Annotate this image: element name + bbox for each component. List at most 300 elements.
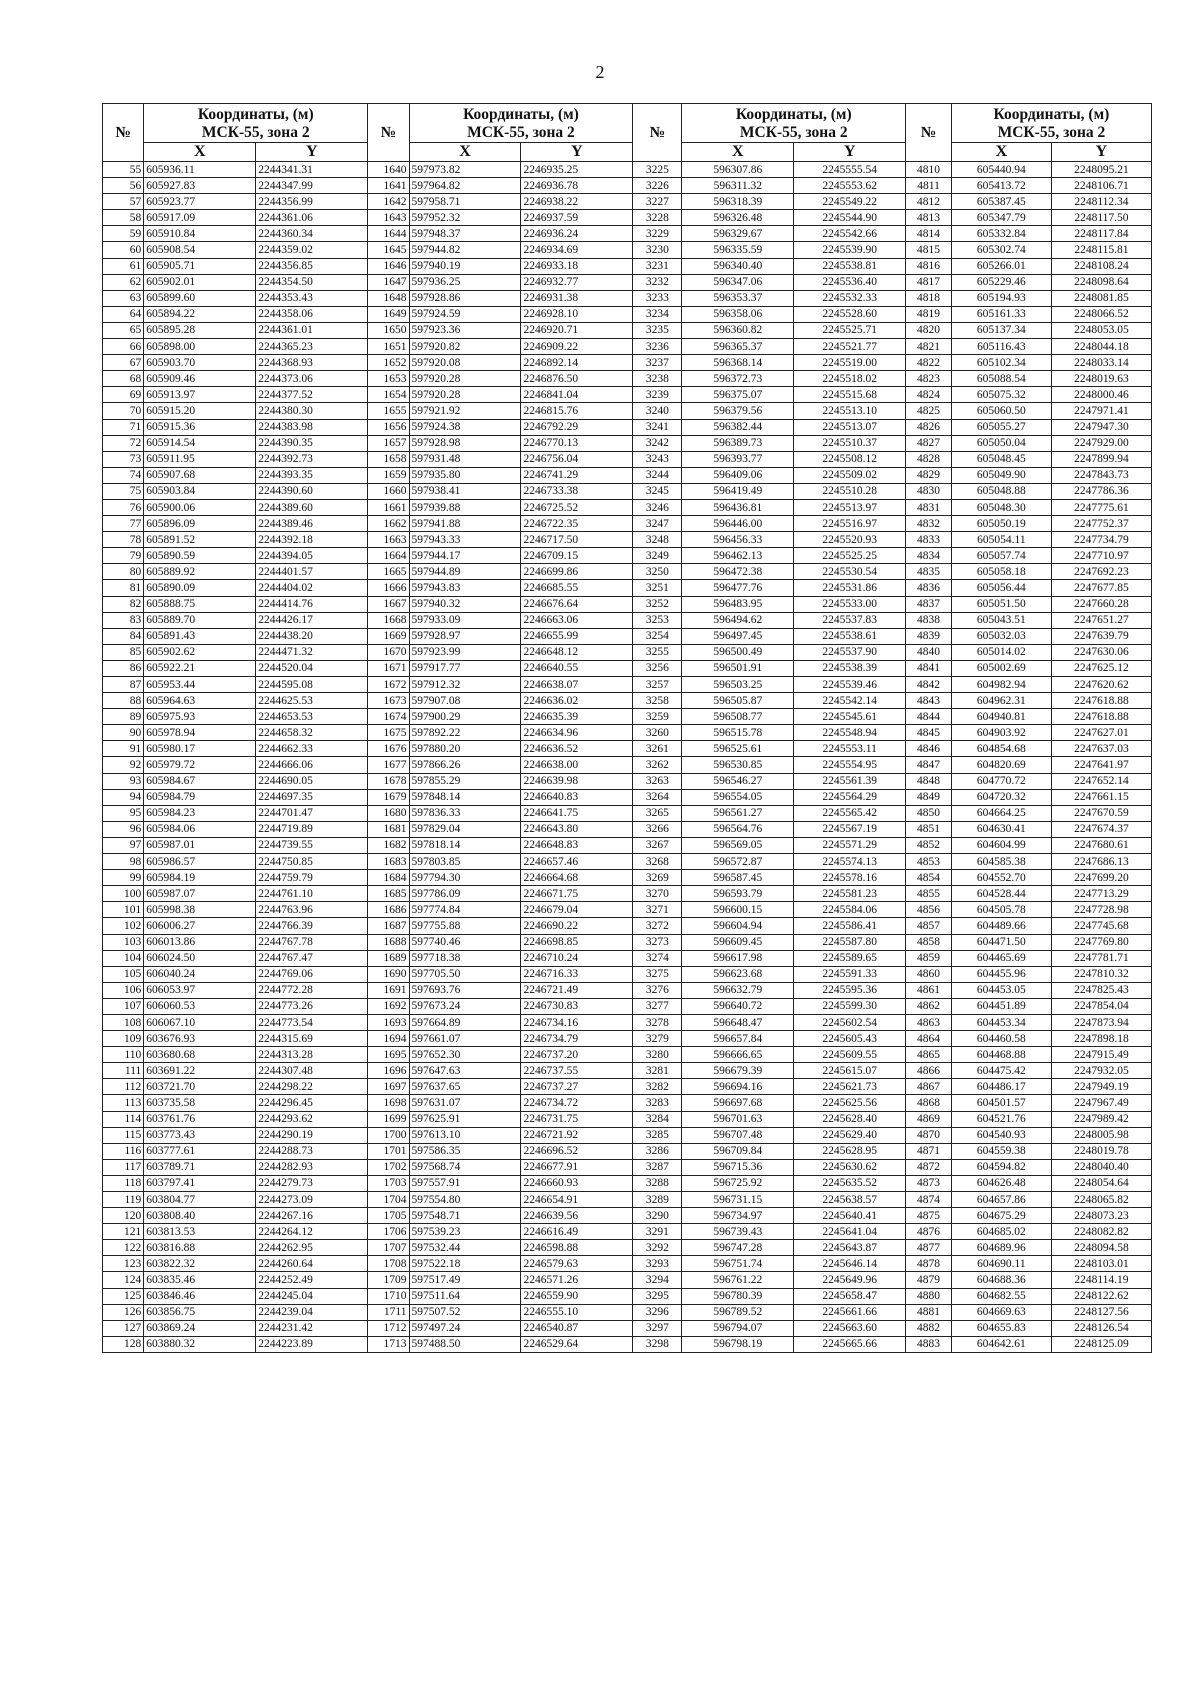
point-number: 3261 bbox=[633, 741, 682, 757]
y-coordinate: 2245549.22 bbox=[794, 194, 906, 210]
y-coordinate: 2246660.93 bbox=[521, 1175, 633, 1191]
y-coordinate: 2244354.50 bbox=[256, 274, 368, 290]
table-row bbox=[103, 580, 1152, 596]
x-coordinate: 597539.23 bbox=[409, 1224, 521, 1240]
y-coordinate: 2244438.20 bbox=[256, 628, 368, 644]
x-coordinate: 603735.58 bbox=[144, 1095, 256, 1111]
x-coordinate: 605032.03 bbox=[951, 628, 1051, 644]
y-coordinate: 2246555.10 bbox=[521, 1304, 633, 1320]
point-number: 4861 bbox=[906, 982, 952, 998]
y-coordinate: 2247620.62 bbox=[1051, 677, 1151, 693]
point-number: 3245 bbox=[633, 483, 682, 499]
point-number: 95 bbox=[103, 805, 144, 821]
point-number: 1711 bbox=[368, 1304, 409, 1320]
x-coordinate: 597924.38 bbox=[409, 419, 521, 435]
y-coordinate: 2244414.76 bbox=[256, 596, 368, 612]
y-coordinate: 2245567.19 bbox=[794, 821, 906, 837]
x-coordinate: 605975.93 bbox=[144, 709, 256, 725]
point-number: 1699 bbox=[368, 1111, 409, 1127]
point-number: 4849 bbox=[906, 789, 952, 805]
x-coordinate: 605347.79 bbox=[951, 210, 1051, 226]
point-number: 84 bbox=[103, 628, 144, 644]
x-coordinate: 603822.32 bbox=[144, 1256, 256, 1272]
table-row bbox=[103, 1336, 1152, 1352]
point-number: 4833 bbox=[906, 532, 952, 548]
y-coordinate: 2244377.52 bbox=[256, 387, 368, 403]
point-number: 4866 bbox=[906, 1063, 952, 1079]
x-coordinate: 596546.27 bbox=[682, 773, 794, 789]
x-coordinate: 597848.14 bbox=[409, 789, 521, 805]
point-number: 86 bbox=[103, 660, 144, 676]
x-coordinate: 597517.49 bbox=[409, 1272, 521, 1288]
x-coordinate: 605936.11 bbox=[144, 162, 256, 178]
x-coordinate: 604903.92 bbox=[951, 725, 1051, 741]
y-coordinate: 2245555.54 bbox=[794, 162, 906, 178]
point-number: 3243 bbox=[633, 451, 682, 467]
point-number: 69 bbox=[103, 387, 144, 403]
point-number: 119 bbox=[103, 1192, 144, 1208]
y-coordinate: 2246815.76 bbox=[521, 403, 633, 419]
point-number: 1665 bbox=[368, 564, 409, 580]
table-row bbox=[103, 1175, 1152, 1191]
y-coordinate: 2244307.48 bbox=[256, 1063, 368, 1079]
y-coordinate: 2248081.85 bbox=[1051, 290, 1151, 306]
table-row bbox=[103, 1240, 1152, 1256]
y-coordinate: 2245520.93 bbox=[794, 532, 906, 548]
point-number: 90 bbox=[103, 725, 144, 741]
table-row bbox=[103, 306, 1152, 322]
y-coordinate: 2245587.80 bbox=[794, 934, 906, 950]
coords-header-line1: Координаты, (м) bbox=[735, 106, 852, 123]
y-coordinate: 2246648.83 bbox=[521, 837, 633, 853]
x-coordinate: 597944.89 bbox=[409, 564, 521, 580]
y-coordinate: 2245537.83 bbox=[794, 612, 906, 628]
x-coordinate: 604453.34 bbox=[951, 1014, 1051, 1030]
y-coordinate: 2246756.04 bbox=[521, 451, 633, 467]
x-coordinate: 605116.43 bbox=[951, 339, 1051, 355]
x-coordinate: 596739.43 bbox=[682, 1224, 794, 1240]
table-row bbox=[103, 628, 1152, 644]
point-number: 4867 bbox=[906, 1079, 952, 1095]
y-coordinate: 2244401.57 bbox=[256, 564, 368, 580]
x-coordinate: 605055.27 bbox=[951, 419, 1051, 435]
y-coordinate: 2247932.05 bbox=[1051, 1063, 1151, 1079]
x-coordinate: 603797.41 bbox=[144, 1175, 256, 1191]
point-number: 1693 bbox=[368, 1014, 409, 1030]
point-number: 3233 bbox=[633, 290, 682, 306]
x-coordinate: 605054.11 bbox=[951, 532, 1051, 548]
table-row bbox=[103, 773, 1152, 789]
x-coordinate: 605060.50 bbox=[951, 403, 1051, 419]
y-coordinate: 2246731.75 bbox=[521, 1111, 633, 1127]
y-coordinate: 2248103.01 bbox=[1051, 1256, 1151, 1272]
x-coordinate: 596623.68 bbox=[682, 966, 794, 982]
y-coordinate: 2245530.54 bbox=[794, 564, 906, 580]
point-number: 4853 bbox=[906, 854, 952, 870]
point-number: 3287 bbox=[633, 1159, 682, 1175]
x-coordinate: 596587.45 bbox=[682, 870, 794, 886]
coords-header-line2: МСК-55, зона 2 bbox=[997, 124, 1106, 141]
x-coordinate: 605986.57 bbox=[144, 854, 256, 870]
y-coordinate: 2244761.10 bbox=[256, 886, 368, 902]
point-number: 4816 bbox=[906, 258, 952, 274]
x-coordinate: 597880.20 bbox=[409, 741, 521, 757]
table-row bbox=[103, 242, 1152, 258]
point-number: 3248 bbox=[633, 532, 682, 548]
y-coordinate: 2248066.52 bbox=[1051, 306, 1151, 322]
x-coordinate: 604552.70 bbox=[951, 870, 1051, 886]
point-number: 107 bbox=[103, 998, 144, 1014]
x-coordinate: 597786.09 bbox=[409, 886, 521, 902]
point-number: 1690 bbox=[368, 966, 409, 982]
x-coordinate: 605895.28 bbox=[144, 322, 256, 338]
y-coordinate: 2247752.37 bbox=[1051, 516, 1151, 532]
point-number: 1675 bbox=[368, 725, 409, 741]
y-coordinate: 2244750.85 bbox=[256, 854, 368, 870]
point-number: 3295 bbox=[633, 1288, 682, 1304]
y-coordinate: 2247661.15 bbox=[1051, 789, 1151, 805]
table-row bbox=[103, 886, 1152, 902]
y-coordinate: 2244773.54 bbox=[256, 1014, 368, 1030]
x-coordinate: 605332.84 bbox=[951, 226, 1051, 242]
point-number: 3259 bbox=[633, 709, 682, 725]
x-coordinate: 597973.82 bbox=[409, 162, 521, 178]
point-number: 114 bbox=[103, 1111, 144, 1127]
x-coordinate: 596472.38 bbox=[682, 564, 794, 580]
point-number: 3264 bbox=[633, 789, 682, 805]
point-number: 3283 bbox=[633, 1095, 682, 1111]
x-coordinate: 605964.63 bbox=[144, 693, 256, 709]
y-coordinate: 2248117.50 bbox=[1051, 210, 1151, 226]
point-number: 1672 bbox=[368, 677, 409, 693]
y-coordinate: 2245628.40 bbox=[794, 1111, 906, 1127]
table-row bbox=[103, 693, 1152, 709]
y-coordinate: 2247639.79 bbox=[1051, 628, 1151, 644]
y-coordinate: 2245635.52 bbox=[794, 1175, 906, 1191]
y-coordinate: 2245508.12 bbox=[794, 451, 906, 467]
x-coordinate: 605984.19 bbox=[144, 870, 256, 886]
y-coordinate: 2244389.60 bbox=[256, 499, 368, 515]
y-coordinate: 2247660.28 bbox=[1051, 596, 1151, 612]
point-number: 3292 bbox=[633, 1240, 682, 1256]
point-number: 4819 bbox=[906, 306, 952, 322]
table-row bbox=[103, 548, 1152, 564]
y-coordinate: 2245621.73 bbox=[794, 1079, 906, 1095]
point-number: 66 bbox=[103, 339, 144, 355]
point-number: 3289 bbox=[633, 1192, 682, 1208]
y-coordinate: 2246936.78 bbox=[521, 178, 633, 194]
y-coordinate: 2245532.33 bbox=[794, 290, 906, 306]
y-coordinate: 2245545.61 bbox=[794, 709, 906, 725]
point-number: 120 bbox=[103, 1208, 144, 1224]
table-row bbox=[103, 1320, 1152, 1336]
point-number: 4856 bbox=[906, 902, 952, 918]
x-coordinate: 605917.09 bbox=[144, 210, 256, 226]
point-number: 1642 bbox=[368, 194, 409, 210]
x-coordinate: 605387.45 bbox=[951, 194, 1051, 210]
y-coordinate: 2246616.49 bbox=[521, 1224, 633, 1240]
point-number: 4865 bbox=[906, 1047, 952, 1063]
y-coordinate: 2244245.04 bbox=[256, 1288, 368, 1304]
y-coordinate: 2246657.46 bbox=[521, 854, 633, 870]
y-coordinate: 2246721.92 bbox=[521, 1127, 633, 1143]
x-coordinate: 596329.67 bbox=[682, 226, 794, 242]
y-coordinate: 2246734.79 bbox=[521, 1031, 633, 1047]
y-coordinate: 2245548.94 bbox=[794, 725, 906, 741]
point-number: 1647 bbox=[368, 274, 409, 290]
x-coordinate: 605903.70 bbox=[144, 355, 256, 371]
x-coordinate: 596609.45 bbox=[682, 934, 794, 950]
y-coordinate: 2245646.14 bbox=[794, 1256, 906, 1272]
x-coordinate: 603721.70 bbox=[144, 1079, 256, 1095]
x-coordinate: 596307.86 bbox=[682, 162, 794, 178]
point-number: 1682 bbox=[368, 837, 409, 853]
point-number: 1662 bbox=[368, 516, 409, 532]
x-coordinate: 597507.52 bbox=[409, 1304, 521, 1320]
point-number: 1704 bbox=[368, 1192, 409, 1208]
y-coordinate: 2246792.29 bbox=[521, 419, 633, 435]
x-coordinate: 605978.94 bbox=[144, 725, 256, 741]
table-row bbox=[103, 805, 1152, 821]
point-number: 1652 bbox=[368, 355, 409, 371]
page-number: 2 bbox=[595, 62, 605, 82]
point-number: 3269 bbox=[633, 870, 682, 886]
y-coordinate: 2246641.75 bbox=[521, 805, 633, 821]
x-header: X bbox=[682, 143, 794, 162]
x-coordinate: 605899.60 bbox=[144, 290, 256, 306]
y-coordinate: 2244262.95 bbox=[256, 1240, 368, 1256]
point-number: 3230 bbox=[633, 242, 682, 258]
y-coordinate: 2245599.30 bbox=[794, 998, 906, 1014]
point-number: 1657 bbox=[368, 435, 409, 451]
y-coordinate: 2246737.27 bbox=[521, 1079, 633, 1095]
x-coordinate: 597522.18 bbox=[409, 1256, 521, 1272]
point-number: 1641 bbox=[368, 178, 409, 194]
point-number: 4840 bbox=[906, 644, 952, 660]
y-coordinate: 2247627.01 bbox=[1051, 725, 1151, 741]
point-number: 1689 bbox=[368, 950, 409, 966]
point-number: 1685 bbox=[368, 886, 409, 902]
point-number: 3239 bbox=[633, 387, 682, 403]
point-number: 3232 bbox=[633, 274, 682, 290]
x-coordinate: 597917.77 bbox=[409, 660, 521, 676]
y-coordinate: 2247670.59 bbox=[1051, 805, 1151, 821]
y-coordinate: 2246841.04 bbox=[521, 387, 633, 403]
point-number: 3256 bbox=[633, 660, 682, 676]
y-coordinate: 2247915.49 bbox=[1051, 1047, 1151, 1063]
table-row bbox=[103, 435, 1152, 451]
point-number: 1687 bbox=[368, 918, 409, 934]
y-coordinate: 2246636.52 bbox=[521, 741, 633, 757]
y-coordinate: 2246540.87 bbox=[521, 1320, 633, 1336]
y-coordinate: 2248054.64 bbox=[1051, 1175, 1151, 1191]
point-number: 113 bbox=[103, 1095, 144, 1111]
x-coordinate: 604657.86 bbox=[951, 1192, 1051, 1208]
coords-header-line2: МСК-55, зона 2 bbox=[467, 124, 575, 141]
table-row bbox=[103, 467, 1152, 483]
x-coordinate: 596360.82 bbox=[682, 322, 794, 338]
x-coordinate: 605014.02 bbox=[951, 644, 1051, 660]
point-number: 62 bbox=[103, 274, 144, 290]
x-coordinate: 604521.76 bbox=[951, 1111, 1051, 1127]
y-coordinate: 2248094.58 bbox=[1051, 1240, 1151, 1256]
x-coordinate: 604489.66 bbox=[951, 918, 1051, 934]
y-coordinate: 2248019.78 bbox=[1051, 1143, 1151, 1159]
point-number: 63 bbox=[103, 290, 144, 306]
y-coordinate: 2246639.56 bbox=[521, 1208, 633, 1224]
y-coordinate: 2246663.06 bbox=[521, 612, 633, 628]
coords-header-line1: Координаты, (м) bbox=[197, 106, 314, 123]
x-coordinate: 605891.52 bbox=[144, 532, 256, 548]
y-coordinate: 2247843.73 bbox=[1051, 467, 1151, 483]
y-coordinate: 2244390.35 bbox=[256, 435, 368, 451]
x-coordinate: 597931.48 bbox=[409, 451, 521, 467]
y-coordinate: 2245525.71 bbox=[794, 322, 906, 338]
y-coordinate: 2245509.02 bbox=[794, 467, 906, 483]
y-coordinate: 2247625.12 bbox=[1051, 660, 1151, 676]
x-coordinate: 597647.63 bbox=[409, 1063, 521, 1079]
point-number: 96 bbox=[103, 821, 144, 837]
x-coordinate: 605900.06 bbox=[144, 499, 256, 515]
x-coordinate: 605890.59 bbox=[144, 548, 256, 564]
x-coordinate: 604626.48 bbox=[951, 1175, 1051, 1191]
point-number: 3241 bbox=[633, 419, 682, 435]
y-coordinate: 2247786.36 bbox=[1051, 483, 1151, 499]
x-coordinate: 605984.23 bbox=[144, 805, 256, 821]
table-row bbox=[103, 419, 1152, 435]
y-coordinate: 2246734.16 bbox=[521, 1014, 633, 1030]
point-number: 3278 bbox=[633, 1014, 682, 1030]
point-number: 1658 bbox=[368, 451, 409, 467]
x-coordinate: 605903.84 bbox=[144, 483, 256, 499]
x-coordinate: 603835.46 bbox=[144, 1272, 256, 1288]
point-number: 93 bbox=[103, 773, 144, 789]
point-number: 1659 bbox=[368, 467, 409, 483]
point-number: 1698 bbox=[368, 1095, 409, 1111]
x-coordinate: 597923.36 bbox=[409, 322, 521, 338]
x-coordinate: 603804.77 bbox=[144, 1192, 256, 1208]
y-coordinate: 2244769.06 bbox=[256, 966, 368, 982]
point-number: 99 bbox=[103, 870, 144, 886]
point-number: 116 bbox=[103, 1143, 144, 1159]
table-row bbox=[103, 371, 1152, 387]
x-coordinate: 597944.17 bbox=[409, 548, 521, 564]
x-coordinate: 597718.38 bbox=[409, 950, 521, 966]
y-coordinate: 2247734.79 bbox=[1051, 532, 1151, 548]
x-coordinate: 604585.38 bbox=[951, 854, 1051, 870]
coords-header bbox=[409, 104, 633, 143]
x-coordinate: 596761.22 bbox=[682, 1272, 794, 1288]
x-coordinate: 605998.38 bbox=[144, 902, 256, 918]
table-row bbox=[103, 1031, 1152, 1047]
x-coordinate: 605914.54 bbox=[144, 435, 256, 451]
y-coordinate: 2245518.02 bbox=[794, 371, 906, 387]
x-header: X bbox=[409, 143, 521, 162]
y-coordinate: 2244658.32 bbox=[256, 725, 368, 741]
x-coordinate: 604471.50 bbox=[951, 934, 1051, 950]
x-coordinate: 604451.89 bbox=[951, 998, 1051, 1014]
y-coordinate: 2248112.34 bbox=[1051, 194, 1151, 210]
table-row bbox=[103, 725, 1152, 741]
y-coordinate: 2245564.29 bbox=[794, 789, 906, 805]
x-coordinate: 596666.65 bbox=[682, 1047, 794, 1063]
x-coordinate: 596600.15 bbox=[682, 902, 794, 918]
y-coordinate: 2245584.06 bbox=[794, 902, 906, 918]
x-coordinate: 596572.87 bbox=[682, 854, 794, 870]
point-number: 80 bbox=[103, 564, 144, 580]
point-number: 4823 bbox=[906, 371, 952, 387]
y-coordinate: 2247745.68 bbox=[1051, 918, 1151, 934]
y-coordinate: 2246932.77 bbox=[521, 274, 633, 290]
point-number: 3280 bbox=[633, 1047, 682, 1063]
x-coordinate: 596372.73 bbox=[682, 371, 794, 387]
point-number: 1670 bbox=[368, 644, 409, 660]
x-coordinate: 596632.79 bbox=[682, 982, 794, 998]
x-coordinate: 605088.54 bbox=[951, 371, 1051, 387]
y-coordinate: 2247898.18 bbox=[1051, 1031, 1151, 1047]
y-coordinate: 2247929.00 bbox=[1051, 435, 1151, 451]
point-number: 4820 bbox=[906, 322, 952, 338]
x-coordinate: 604664.25 bbox=[951, 805, 1051, 821]
point-number: 70 bbox=[103, 403, 144, 419]
table-row bbox=[103, 194, 1152, 210]
x-coordinate: 604688.36 bbox=[951, 1272, 1051, 1288]
y-coordinate: 2246677.91 bbox=[521, 1159, 633, 1175]
point-number: 4829 bbox=[906, 467, 952, 483]
y-coordinate: 2244264.12 bbox=[256, 1224, 368, 1240]
y-coordinate: 2245537.90 bbox=[794, 644, 906, 660]
x-coordinate: 596593.79 bbox=[682, 886, 794, 902]
point-number: 3252 bbox=[633, 596, 682, 612]
table-row bbox=[103, 403, 1152, 419]
point-number: 4825 bbox=[906, 403, 952, 419]
y-coordinate: 2246937.59 bbox=[521, 210, 633, 226]
x-coordinate: 596798.19 bbox=[682, 1336, 794, 1352]
table-row bbox=[103, 226, 1152, 242]
y-coordinate: 2247677.85 bbox=[1051, 580, 1151, 596]
y-coordinate: 2246716.33 bbox=[521, 966, 633, 982]
y-coordinate: 2245571.29 bbox=[794, 837, 906, 853]
x-coordinate: 597944.82 bbox=[409, 242, 521, 258]
y-coordinate: 2245513.07 bbox=[794, 419, 906, 435]
x-coordinate: 605890.09 bbox=[144, 580, 256, 596]
point-number: 78 bbox=[103, 532, 144, 548]
point-number: 4836 bbox=[906, 580, 952, 596]
x-coordinate: 604720.32 bbox=[951, 789, 1051, 805]
point-number: 59 bbox=[103, 226, 144, 242]
x-coordinate: 597928.98 bbox=[409, 435, 521, 451]
x-coordinate: 597920.82 bbox=[409, 339, 521, 355]
x-coordinate: 603789.71 bbox=[144, 1159, 256, 1175]
y-coordinate: 2245665.66 bbox=[794, 1336, 906, 1352]
x-coordinate: 604982.94 bbox=[951, 677, 1051, 693]
y-coordinate: 2247652.14 bbox=[1051, 773, 1151, 789]
point-number: 4815 bbox=[906, 242, 952, 258]
y-coordinate: 2244313.28 bbox=[256, 1047, 368, 1063]
table-row bbox=[103, 596, 1152, 612]
point-number: 3266 bbox=[633, 821, 682, 837]
point-number: 4835 bbox=[906, 564, 952, 580]
y-coordinate: 2244361.01 bbox=[256, 322, 368, 338]
no-header: № bbox=[633, 104, 682, 162]
point-number: 1645 bbox=[368, 242, 409, 258]
y-coordinate: 2246640.83 bbox=[521, 789, 633, 805]
point-number: 4864 bbox=[906, 1031, 952, 1047]
point-number: 4813 bbox=[906, 210, 952, 226]
point-number: 126 bbox=[103, 1304, 144, 1320]
x-coordinate: 605987.07 bbox=[144, 886, 256, 902]
y-coordinate: 2246933.18 bbox=[521, 258, 633, 274]
